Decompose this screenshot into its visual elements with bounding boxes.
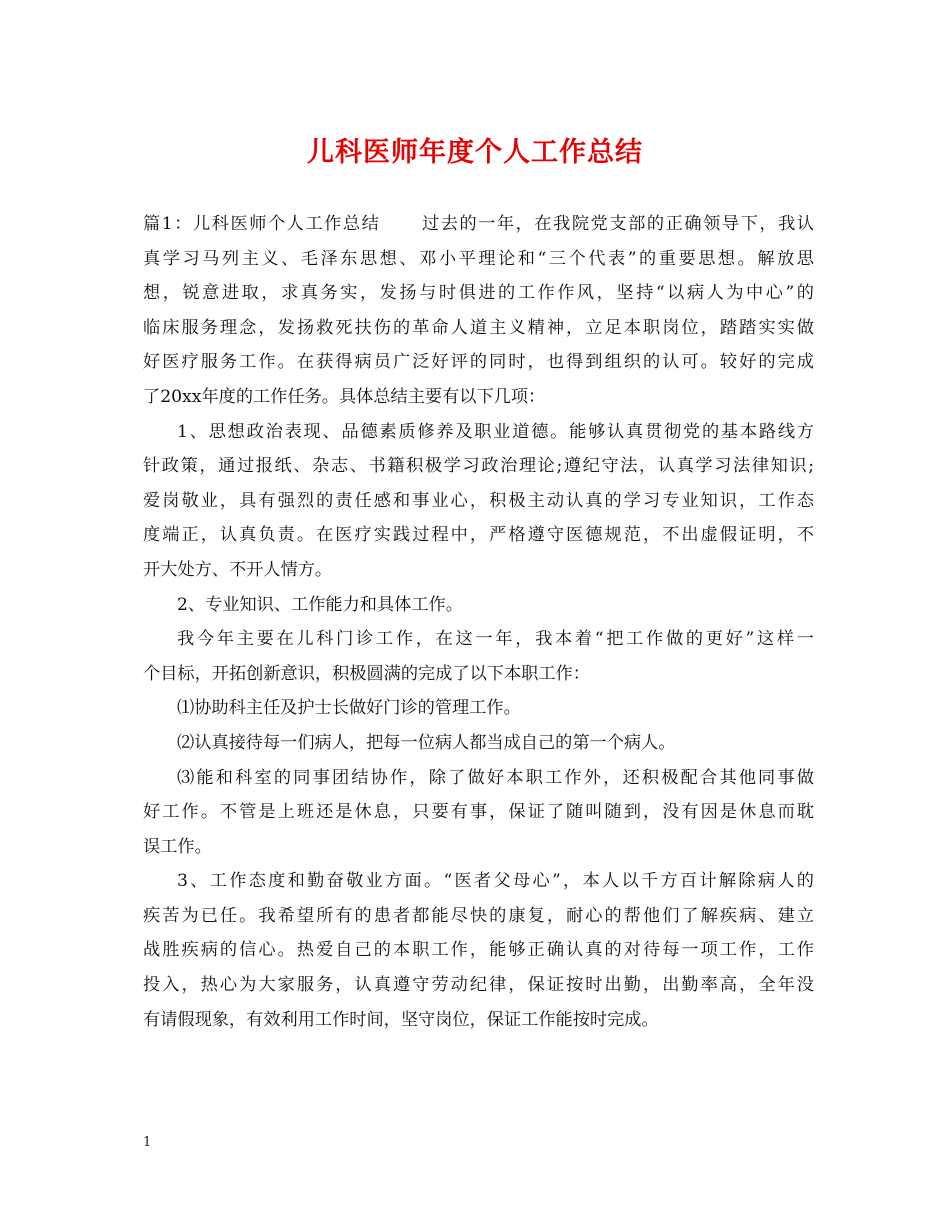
- paragraph-line: 个目标，开拓创新意识，积极圆满的完成了以下本职工作：: [143, 663, 590, 684]
- paragraph-line: 临床服务理念，发扬救死扶伤的革命人道主义精神，立足本职岗位，踏踏实实做: [143, 317, 814, 338]
- paragraph-line: 我今年主要在儿科门诊工作，在这一年，我本着“把工作做的更好”这样一: [177, 629, 814, 650]
- list-item: ⑵认真接待每一们病人，把每一位病人都当成自己的第一个病人。: [177, 732, 676, 753]
- paragraph-line: 战胜疾病的信心。热爱自己的本职工作，能够正确认真的对待每一项工作，工作: [143, 940, 814, 961]
- paragraph-line: 好医疗服务工作。在获得病员广泛好评的同时，也得到组织的认可。较好的完成: [143, 352, 814, 373]
- page-number: 1: [143, 1135, 152, 1150]
- paragraph-line: 3、工作态度和勤奋敬业方面。“医者父母心”，本人以千方百计解除病人的: [177, 871, 814, 892]
- paragraph-line: 1、思想政治表现、品德素质修养及职业道德。能够认真贯彻党的基本路线方: [177, 421, 814, 442]
- paragraph-line: 疾苦为已任。我希望所有的患者都能尽快的康复，耐心的帮他们了解疾病、建立: [143, 905, 814, 926]
- paragraph-line: 2、专业知识、工作能力和具体工作。: [177, 594, 463, 615]
- paragraph-line: 有请假现象，有效利用工作时间，坚守岗位，保证工作能按时完成。: [143, 1009, 659, 1030]
- list-item: ⑴协助科主任及护士长做好门诊的管理工作。: [177, 698, 521, 719]
- paragraph-text: 过去的一年，在我院党支部的正确领导下，我认: [420, 214, 814, 234]
- paragraph-line: 误工作。: [143, 836, 212, 857]
- paragraph-line: 开大处方、不开人情方。: [143, 559, 333, 580]
- paragraph-line: 度端正，认真负责。在医疗实践过程中，严格遵守医德规范，不出虚假证明，不: [143, 525, 814, 546]
- paragraph-line: 想，锐意进取，求真务实，发扬与时俱进的工作作风，坚持“以病人为中心”的: [143, 283, 814, 304]
- paragraph-line: [143, 207, 814, 242]
- paragraph-line: 了20xx年度的工作任务。具体总结主要有以下几项：: [143, 386, 546, 407]
- paragraph-line: 真学习马列主义、毛泽东思想、邓小平理论和“三个代表”的重要思想。解放思: [143, 248, 814, 269]
- section-heading: 篇1：儿科医师个人工作总结: [143, 214, 381, 234]
- paragraph-line: 爱岗敬业，具有强烈的责任感和事业心，积极主动认真的学习专业知识，工作态: [143, 490, 814, 511]
- document-title: 儿科医师年度个人工作总结: [307, 137, 643, 168]
- paragraph-line: 投入，热心为大家服务，认真遵守劳动纪律，保证按时出勤，出勤率高，全年没: [143, 975, 814, 996]
- paragraph-line: 好工作。不管是上班还是休息，只要有事，保证了随叫随到，没有因是休息而耽: [143, 802, 814, 823]
- paragraph-line: 针政策，通过报纸、杂志、书籍积极学习政治理论;遵纪守法，认真学习法律知识;: [143, 456, 814, 477]
- document-body: [143, 207, 814, 1037]
- list-item: ⑶能和科室的同事团结协作，除了做好本职工作外，还积极配合其他同事做: [177, 767, 814, 788]
